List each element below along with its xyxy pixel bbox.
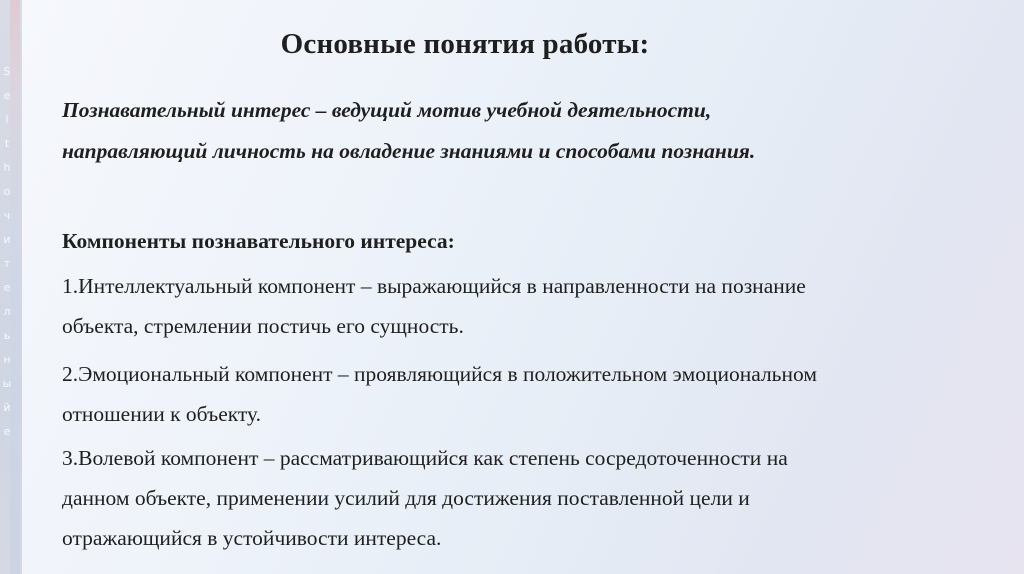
watermark-glyph: л (3, 305, 11, 318)
watermark-glyph: ч (3, 209, 11, 222)
watermark-glyph: е (3, 425, 11, 438)
component-line: отношении к объекту. (62, 402, 261, 426)
component-item-volitional (62, 438, 962, 558)
slide-title: Основные понятия работы: (280, 28, 650, 60)
component-line: объекта, стремлении постичь его сущность. (62, 314, 464, 338)
watermark-glyph: ы (2, 377, 12, 390)
definition-paragraph (62, 90, 942, 172)
components-heading: Компоненты познавательного интереса: (62, 229, 455, 253)
watermark-glyph: S (3, 65, 11, 78)
left-decorative-strip (0, 0, 22, 574)
watermark-glyph: т (3, 257, 11, 270)
watermark-glyph: h (3, 161, 11, 174)
watermark-glyph: ь (3, 329, 11, 342)
component-item-intellectual (62, 266, 962, 346)
definition-line: направляющий личность на овладение знаниями и способами познания. (62, 139, 756, 163)
definition-line: Познавательный интерес – ведущий мотив учебной деятельности, (62, 98, 712, 122)
component-line: 2.Эмоциональный компонент – проявляющийся в положительном эмоциональном (62, 362, 817, 386)
component-line: данном объекте, применении усилий для достижения поставленной цели и (62, 486, 750, 510)
watermark-glyph: t (4, 137, 10, 150)
watermark-glyph: и (3, 233, 11, 246)
watermark-glyph: l (5, 113, 9, 126)
component-item-emotional (62, 354, 962, 434)
vertical-watermark-text (1, 60, 13, 444)
watermark-glyph: е (3, 281, 11, 294)
watermark-glyph: й (3, 401, 11, 414)
component-line: отражающийся в устойчивости интереса. (62, 526, 442, 550)
component-line: 3.Волевой компонент – рассматривающийся как степень сосредоточенности на (62, 446, 788, 470)
watermark-glyph: e (3, 89, 11, 102)
component-line: 1.Интеллектуальный компонент – выражающийся в направленности на познание (62, 274, 806, 298)
watermark-glyph: о (3, 185, 11, 198)
watermark-glyph: н (3, 353, 11, 366)
